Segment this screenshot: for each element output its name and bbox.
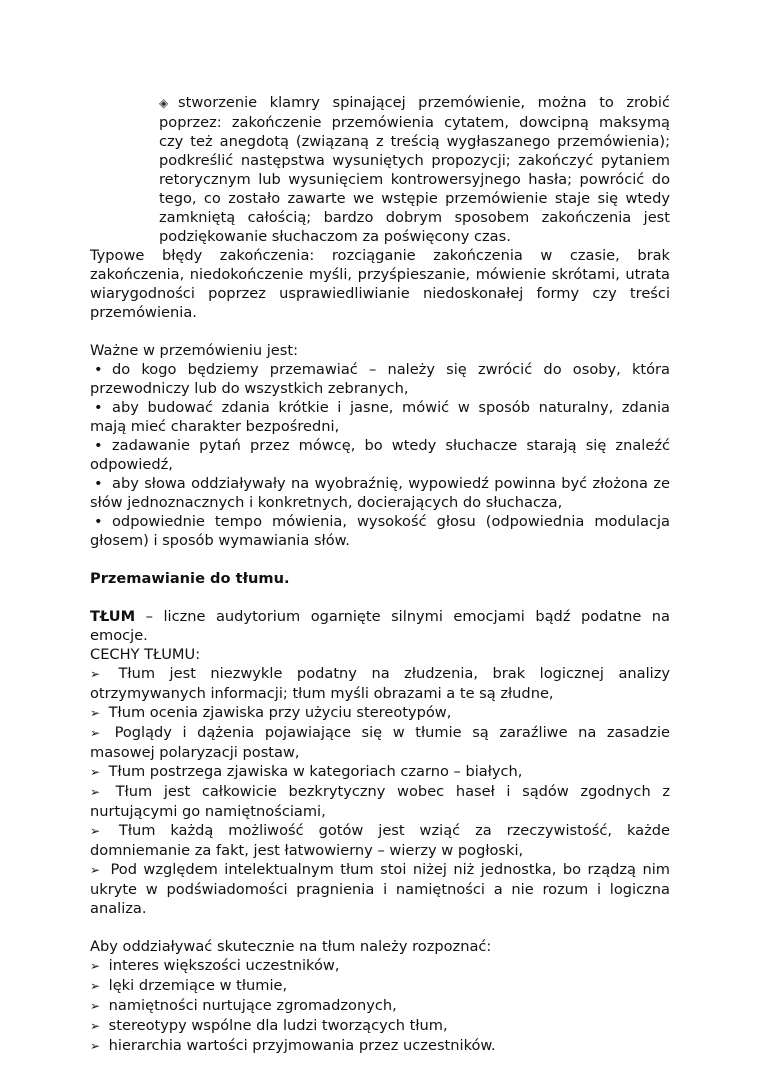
- list-item: ➢ hierarchia wartości przyjmowania przez uczestników.: [90, 1037, 496, 1054]
- arrow-icon: ➢: [90, 959, 101, 973]
- spacer: [90, 322, 670, 341]
- aby-list: [90, 956, 670, 1056]
- list-item: • aby słowa oddziaływały na wyobraźnię, wypowiedź powinna być złożona ze słów jednoznacznych i konkretnych, docierających do słuchacza,: [90, 475, 670, 511]
- list-item: • odpowiednie tempo mówienia, wysokość głosu (odpowiednia modulacja głosem) i sposób wymawiania słów.: [90, 513, 670, 549]
- klamra-text: stworzenie klamry spinającej przemówienie, można to zrobić poprzez: zakończenie przemówienia cytatem, dowcipną maksymą czy też anegdotą (związaną z treścią wygłaszanego przemówienia); podkreślić następstwa wysuniętych propozycji; zakończyć pytaniem retorycznym lub wysunięciem kontrowersyjnego hasła; powrócić do tego, co zostało zawarte we wstępie przemówienie staje się wtedy zamkniętą całością; bardzo dobrym sposobem zakończenia jest podziękowanie słuchaczom za poświęcony czas.: [159, 94, 670, 245]
- bullet-icon: •: [94, 361, 103, 378]
- spacer: [90, 550, 670, 569]
- wazne-list: [90, 360, 670, 550]
- arrow-icon: ➢: [90, 726, 101, 740]
- cechy-label: CECHY TŁUMU:: [90, 646, 201, 663]
- list-item: ➢ Tłum postrzega zjawiska w kategoriach czarno – białych,: [90, 763, 523, 780]
- spacer: [90, 588, 670, 607]
- arrow-icon: ➢: [90, 863, 101, 877]
- diamond-icon: ◈: [159, 96, 169, 110]
- arrow-icon: ➢: [90, 667, 101, 681]
- arrow-icon: ➢: [90, 1019, 101, 1033]
- arrow-icon: ➢: [90, 979, 101, 993]
- list-item: ➢ interes większości uczestników,: [90, 957, 340, 974]
- bullet-icon: •: [94, 399, 103, 416]
- aby-intro: Aby oddziaływać skutecznie na tłum należy rozpoznać:: [90, 938, 492, 955]
- arrow-icon: ➢: [90, 999, 101, 1013]
- term: TŁUM: [90, 608, 136, 625]
- arrow-icon: ➢: [90, 1039, 101, 1053]
- list-item: ➢ Tłum ocenia zjawiska przy użyciu stereotypów,: [90, 704, 452, 721]
- list-item: ➢ namiętności nurtujące zgromadzonych,: [90, 997, 397, 1014]
- list-item: • do kogo będziemy przemawiać – należy się zwrócić do osoby, która przewodniczy lub do wszystkich zebranych,: [90, 361, 670, 397]
- list-item: • aby budować zdania krótkie i jasne, mówić w sposób naturalny, zdania mają mieć charakter bezpośredni,: [90, 399, 670, 435]
- document-page: [90, 93, 670, 1056]
- bullet-icon: •: [94, 475, 103, 492]
- bullet-icon: •: [94, 513, 103, 530]
- klamra-paragraph: [159, 93, 670, 246]
- arrow-icon: ➢: [90, 765, 101, 779]
- list-item: ➢ Poglądy i dążenia pojawiające się w tłumie są zaraźliwe na zasadzie masowej polaryzacji postaw,: [90, 724, 670, 761]
- arrow-icon: ➢: [90, 706, 101, 720]
- arrow-icon: ➢: [90, 824, 101, 838]
- list-item: ➢ stereotypy wspólne dla ludzi tworzących tłum,: [90, 1017, 448, 1034]
- list-item: ➢ Pod względem intelektualnym tłum stoi niżej niż jednostka, bo rządzą nim ukryte w podświadomości pragnienia i namiętności a nie rozum i logiczna analiza.: [90, 861, 671, 917]
- spacer: [90, 918, 670, 937]
- list-item: ➢ Tłum jest niezwykle podatny na złudzenia, brak logicznej analizy otrzymywanych informacji; tłum myśli obrazami a te są złudne,: [90, 665, 670, 702]
- list-item: ➢ Tłum jest całkowicie bezkrytyczny wobec haseł i sądów zgodnych z nurtującymi go namiętnościami,: [90, 783, 671, 820]
- tlum-definition: TŁUM – liczne audytorium ogarnięte silnymi emocjami bądź podatne na emocje.: [90, 608, 670, 644]
- section-heading: Przemawianie do tłumu.: [90, 570, 290, 587]
- bledy-paragraph: Typowe błędy zakończenia: rozciąganie zakończenia w czasie, brak zakończenia, niedokończenie myśli, przyśpieszanie, mówienie skrótami, utrata wiarygodności poprzez usprawiedliwianie niedoskonałej formy czy treści przemówienia.: [90, 247, 670, 321]
- wazne-intro: Ważne w przemówieniu jest:: [90, 342, 299, 359]
- list-item: ➢ Tłum każdą możliwość gotów jest wziąć za rzeczywistość, każde domniemanie za fakt, jest łatwowierny – wierzy w pogłoski,: [90, 822, 671, 859]
- bullet-icon: •: [94, 437, 103, 454]
- cechy-list: [90, 664, 670, 918]
- list-item: ➢ lęki drzemiące w tłumie,: [90, 977, 288, 994]
- list-item: • zadawanie pytań przez mówcę, bo wtedy słuchacze starają się znaleźć odpowiedź,: [90, 437, 670, 473]
- arrow-icon: ➢: [90, 785, 101, 799]
